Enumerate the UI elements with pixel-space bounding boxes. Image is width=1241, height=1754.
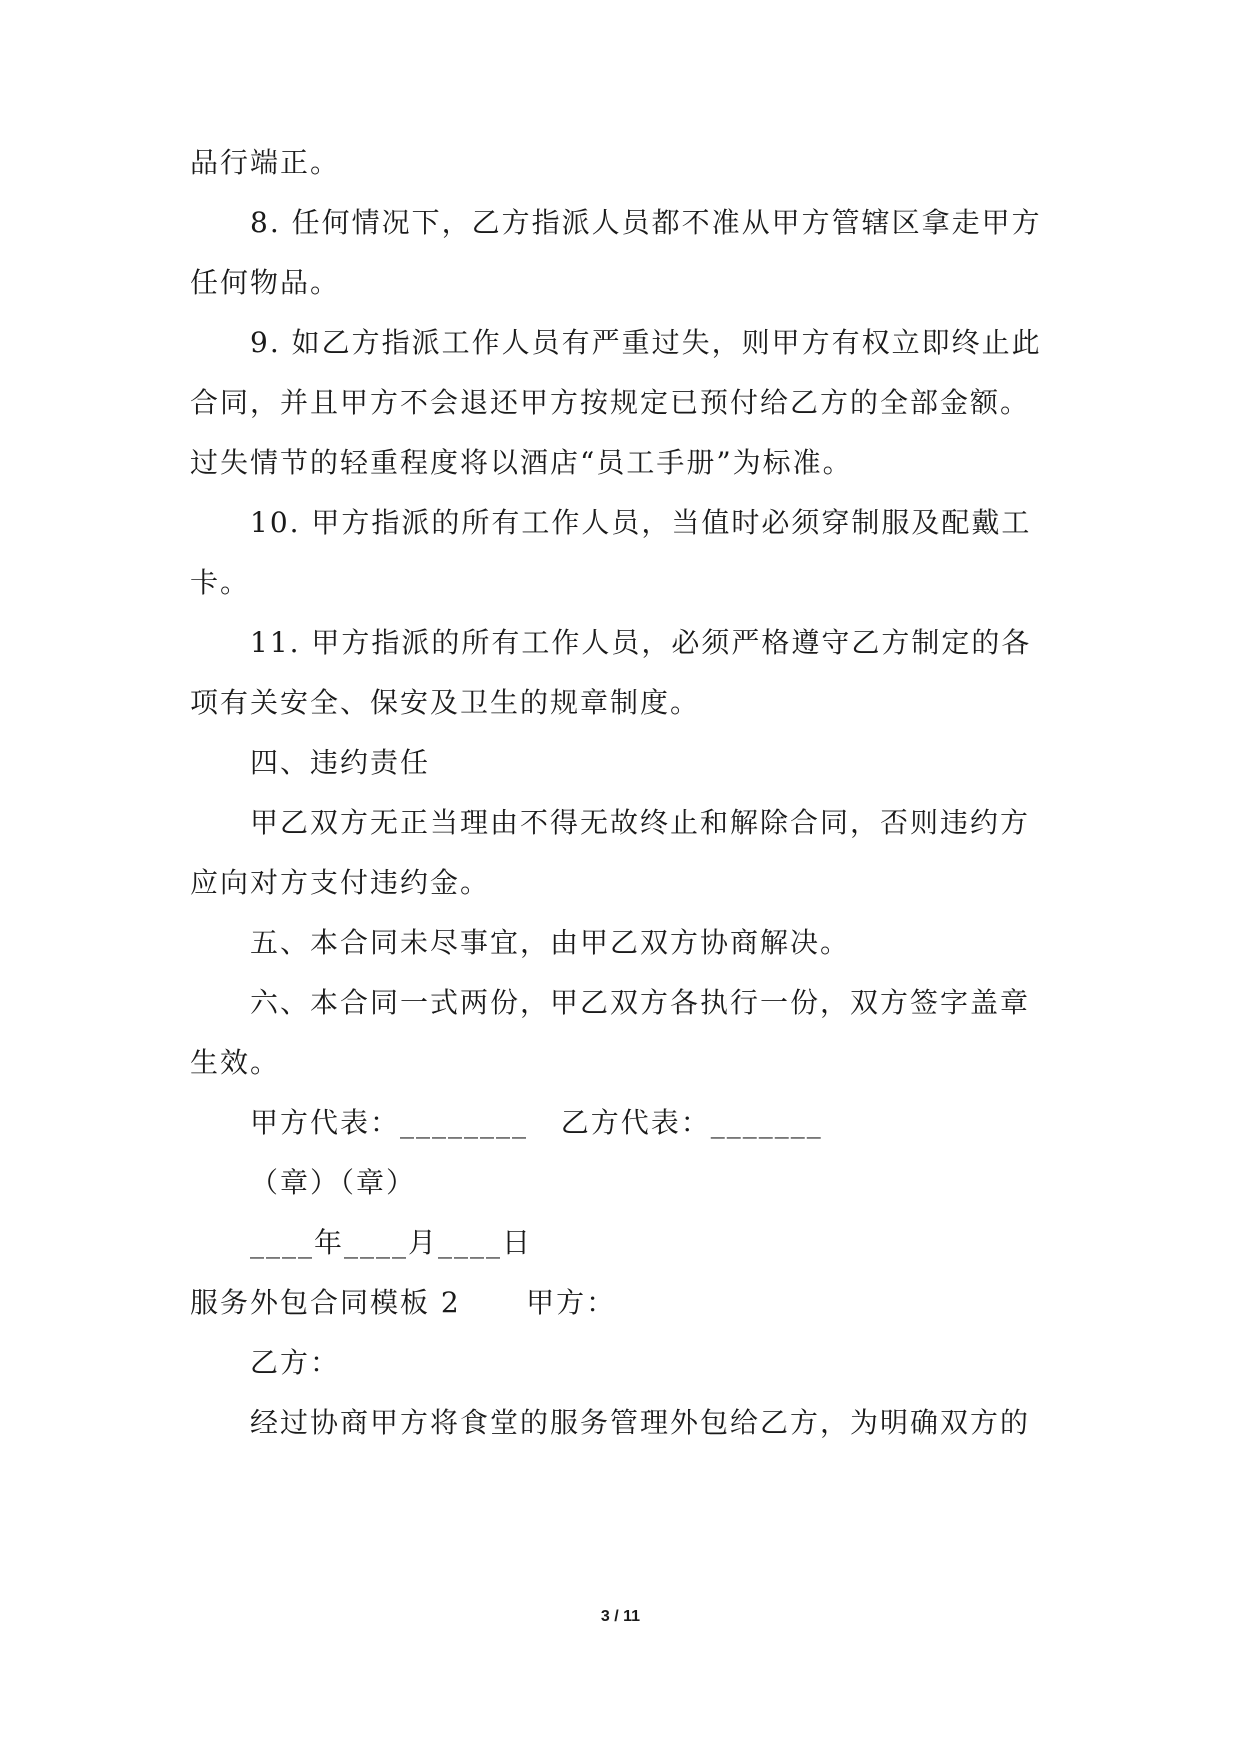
clause-9-line-2: 合同，并且甲方不会退还甲方按规定已预付给乙方的全部金额。	[190, 386, 1031, 419]
clause-10-line-1: 10. 甲方指派的所有工作人员，当值时必须穿制服及配戴工	[250, 506, 1032, 539]
page-number: 3 / 11	[600, 1608, 641, 1625]
section-six-line-1: 六、本合同一式两份，甲乙双方各执行一份，双方签字盖章	[250, 986, 1031, 1019]
date-line: ____年____月____日	[250, 1226, 533, 1259]
breach-line-2: 应向对方支付违约金。	[190, 866, 491, 899]
text-line: 品行端正。	[190, 146, 341, 179]
clause-11-line-2: 项有关安全、保安及卫生的规章制度。	[190, 686, 701, 719]
seal-line: （章）（章）	[250, 1166, 417, 1199]
clause-11-line-1: 11. 甲方指派的所有工作人员，必须严格遵守乙方制定的各	[250, 626, 1032, 659]
agreement-intro-line: 经过协商甲方将食堂的服务管理外包给乙方，为明确双方的	[250, 1406, 1031, 1439]
template-2-title-line: 服务外包合同模板 2 甲方：	[190, 1286, 617, 1319]
clause-8-line-1: 8. 任何情况下，乙方指派人员都不准从甲方管辖区拿走甲方	[250, 206, 1042, 239]
clause-10-line-2: 卡。	[190, 566, 251, 599]
clause-9-line-1: 9. 如乙方指派工作人员有严重过失，则甲方有权立即终止此	[250, 326, 1042, 359]
clause-8-line-2: 任何物品。	[190, 266, 341, 299]
party-b-line: 乙方：	[250, 1346, 341, 1379]
section-heading-breach: 四、违约责任	[250, 746, 431, 779]
section-six-line-2: 生效。	[190, 1046, 281, 1079]
clause-9-line-3: 过失情节的轻重程度将以酒店“员工手册”为标准。	[190, 446, 853, 479]
section-five-line: 五、本合同未尽事宜，由甲乙双方协商解决。	[250, 926, 851, 959]
signature-representatives-line: 甲方代表：________ 乙方代表：_______	[250, 1106, 823, 1139]
breach-line-1: 甲乙双方无正当理由不得无故终止和解除合同，否则违约方	[250, 806, 1031, 839]
